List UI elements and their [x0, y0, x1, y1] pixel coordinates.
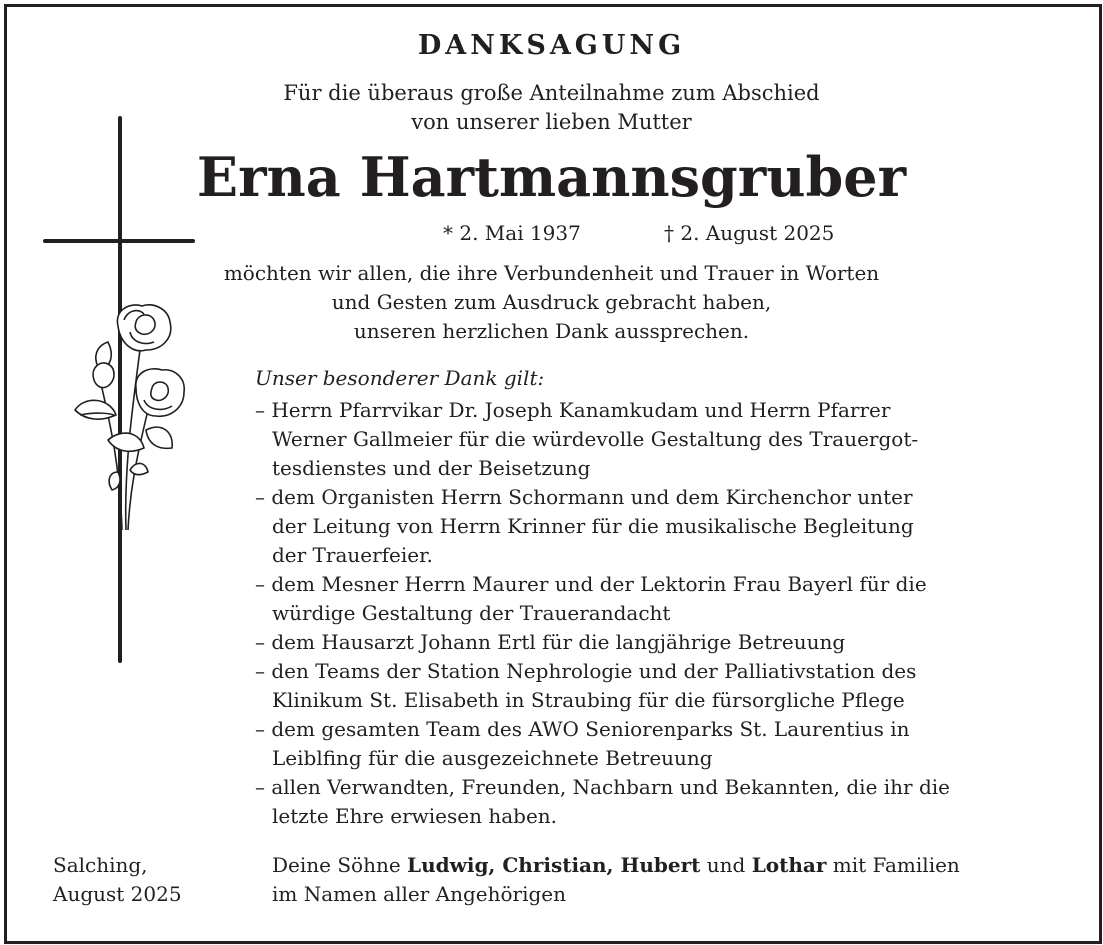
- list-item-continuation: würdige Gestaltung der Trauerandacht: [272, 601, 671, 625]
- list-item-continuation: Klinikum St. Elisabeth in Straubing für die fürsorgliche Pflege: [272, 688, 905, 712]
- list-item-continuation: der Leitung von Herrn Krinner für die musikalische Begleitung: [272, 514, 914, 538]
- list-item: – Herrn Pfarrvikar Dr. Joseph Kanamkudam und Herrn Pfarrer: [255, 398, 891, 422]
- signature-prefix: Deine Söhne: [272, 853, 408, 877]
- list-item: – dem Organisten Herrn Schormann und dem Kirchenchor unter: [255, 485, 913, 509]
- list-item-continuation: Werner Gallmeier für die würdevolle Gestaltung des Trauergot-: [272, 427, 919, 451]
- list-item: – allen Verwandten, Freunden, Nachbarn und Bekannten, die ihr die: [255, 775, 950, 799]
- list-item: – dem gesamten Team des AWO Seniorenparks St. Laurentius in: [255, 717, 910, 741]
- thanks-line-2: und Gesten zum Ausdruck gebracht haben,: [331, 290, 772, 314]
- special-thanks-label: Unser besonderer Dank gilt:: [255, 366, 545, 390]
- intro-line-2: von unserer lieben Mutter: [411, 110, 692, 134]
- signature-names: Ludwig, Christian, Hubert: [407, 853, 701, 877]
- heading: DANKSAGUNG: [417, 30, 686, 61]
- list-item-continuation: letzte Ehre erwiesen haben.: [272, 804, 558, 828]
- thanks-line-1: möchten wir allen, die ihre Verbundenheit und Trauer in Worten: [223, 261, 880, 285]
- death-date: † 2. August 2025: [664, 221, 835, 245]
- place: Salching,: [53, 853, 148, 877]
- list-item: – den Teams der Station Nephrologie und der Palliativstation des: [255, 659, 917, 683]
- birth-date: * 2. Mai 1937: [443, 221, 581, 245]
- deceased-name: Erna Hartmannsgruber: [196, 145, 907, 209]
- signature-line-2: im Namen aller Angehörigen: [272, 882, 567, 906]
- thanks-line-3: unseren herzlichen Dank aussprechen.: [353, 319, 750, 343]
- list-item-continuation: der Trauerfeier.: [272, 543, 433, 567]
- list-item-continuation: tesdienstes und der Beisetzung: [272, 456, 591, 480]
- signature-last-name: Lothar: [751, 853, 827, 877]
- date: August 2025: [53, 882, 182, 906]
- list-item: – dem Mesner Herrn Maurer und der Lektorin Frau Bayerl für die: [255, 572, 927, 596]
- signature-suffix: mit Familien: [826, 853, 960, 877]
- list-item: – dem Hausarzt Johann Ertl für die langjährige Betreuung: [255, 630, 846, 654]
- intro-line-1: Für die überaus große Anteilnahme zum Abschied: [283, 81, 820, 105]
- signature-und: und: [700, 853, 752, 877]
- signature-line-1: [272, 851, 960, 880]
- list-item-continuation: Leiblfing für die ausgezeichnete Betreuung: [272, 746, 713, 770]
